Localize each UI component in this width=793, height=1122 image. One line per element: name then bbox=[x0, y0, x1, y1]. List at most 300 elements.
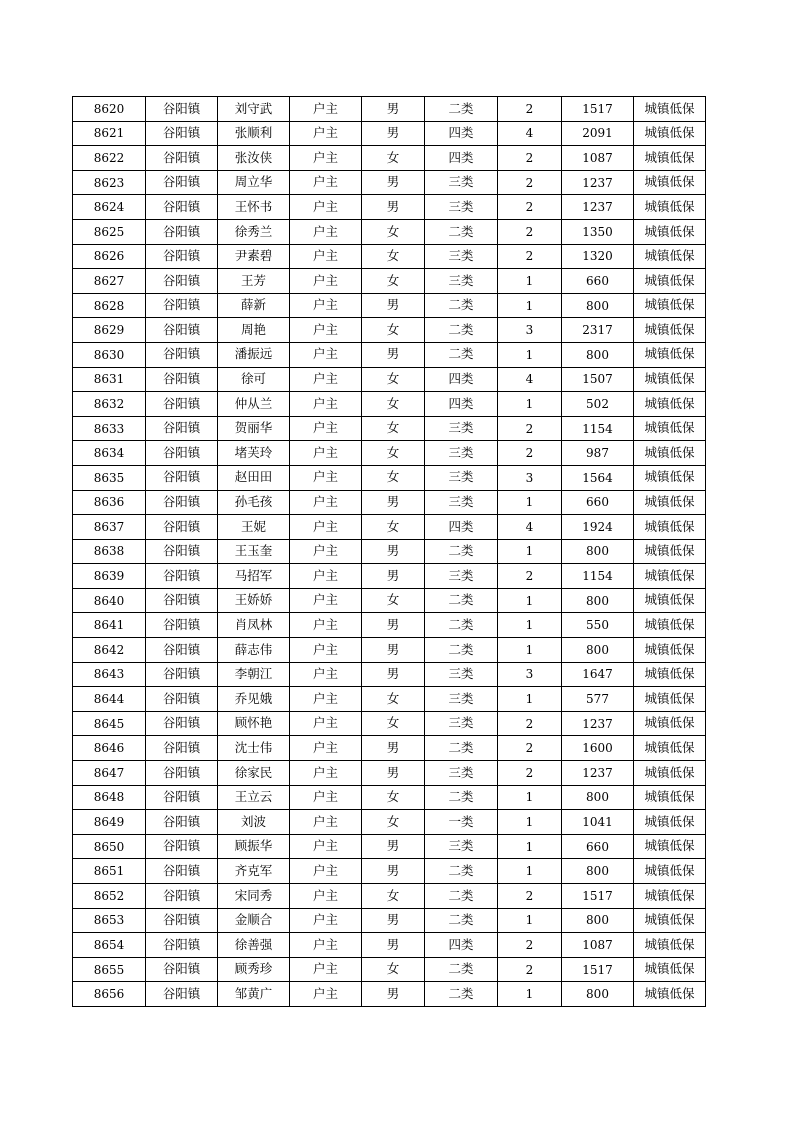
category-cell: 四类 bbox=[425, 515, 498, 540]
town-cell: 谷阳镇 bbox=[146, 219, 218, 244]
assistance-type-cell: 城镇低保 bbox=[634, 97, 706, 122]
amount-cell: 2091 bbox=[562, 121, 634, 146]
amount-cell: 1564 bbox=[562, 465, 634, 490]
gender-cell: 男 bbox=[362, 638, 425, 663]
table-row bbox=[73, 810, 706, 835]
gender-cell: 女 bbox=[362, 416, 425, 441]
serial-no-cell: 8625 bbox=[73, 219, 146, 244]
amount-cell: 1924 bbox=[562, 515, 634, 540]
amount-cell: 1237 bbox=[562, 170, 634, 195]
table-row bbox=[73, 441, 706, 466]
amount-cell: 502 bbox=[562, 392, 634, 417]
household-size-cell: 2 bbox=[498, 564, 562, 589]
category-cell: 二类 bbox=[425, 588, 498, 613]
gender-cell: 男 bbox=[362, 170, 425, 195]
town-cell: 谷阳镇 bbox=[146, 982, 218, 1007]
household-size-cell: 1 bbox=[498, 269, 562, 294]
serial-no-cell: 8636 bbox=[73, 490, 146, 515]
assistance-type-cell: 城镇低保 bbox=[634, 933, 706, 958]
relation-cell: 户主 bbox=[290, 392, 362, 417]
household-size-cell: 1 bbox=[498, 613, 562, 638]
town-cell: 谷阳镇 bbox=[146, 195, 218, 220]
gender-cell: 女 bbox=[362, 465, 425, 490]
category-cell: 二类 bbox=[425, 342, 498, 367]
name-cell: 王芳 bbox=[218, 269, 290, 294]
relation-cell: 户主 bbox=[290, 121, 362, 146]
category-cell: 二类 bbox=[425, 957, 498, 982]
household-size-cell: 2 bbox=[498, 933, 562, 958]
name-cell: 徐可 bbox=[218, 367, 290, 392]
name-cell: 尹素碧 bbox=[218, 244, 290, 269]
amount-cell: 660 bbox=[562, 269, 634, 294]
relation-cell: 户主 bbox=[290, 269, 362, 294]
relation-cell: 户主 bbox=[290, 810, 362, 835]
serial-no-cell: 8637 bbox=[73, 515, 146, 540]
serial-no-cell: 8638 bbox=[73, 539, 146, 564]
gender-cell: 女 bbox=[362, 244, 425, 269]
serial-no-cell: 8644 bbox=[73, 687, 146, 712]
town-cell: 谷阳镇 bbox=[146, 859, 218, 884]
amount-cell: 1320 bbox=[562, 244, 634, 269]
amount-cell: 1517 bbox=[562, 884, 634, 909]
name-cell: 潘振远 bbox=[218, 342, 290, 367]
name-cell: 王怀书 bbox=[218, 195, 290, 220]
relation-cell: 户主 bbox=[290, 490, 362, 515]
relation-cell: 户主 bbox=[290, 711, 362, 736]
household-size-cell: 4 bbox=[498, 121, 562, 146]
town-cell: 谷阳镇 bbox=[146, 146, 218, 171]
amount-cell: 800 bbox=[562, 785, 634, 810]
household-size-cell: 1 bbox=[498, 293, 562, 318]
household-size-cell: 3 bbox=[498, 662, 562, 687]
household-size-cell: 2 bbox=[498, 244, 562, 269]
relation-cell: 户主 bbox=[290, 859, 362, 884]
town-cell: 谷阳镇 bbox=[146, 392, 218, 417]
relation-cell: 户主 bbox=[290, 957, 362, 982]
table-row bbox=[73, 416, 706, 441]
serial-no-cell: 8649 bbox=[73, 810, 146, 835]
gender-cell: 女 bbox=[362, 884, 425, 909]
relation-cell: 户主 bbox=[290, 244, 362, 269]
amount-cell: 800 bbox=[562, 859, 634, 884]
category-cell: 二类 bbox=[425, 785, 498, 810]
household-size-cell: 2 bbox=[498, 736, 562, 761]
table-row bbox=[73, 293, 706, 318]
relation-cell: 户主 bbox=[290, 687, 362, 712]
assistance-type-cell: 城镇低保 bbox=[634, 342, 706, 367]
gender-cell: 男 bbox=[362, 908, 425, 933]
table-row bbox=[73, 957, 706, 982]
amount-cell: 1507 bbox=[562, 367, 634, 392]
assistance-type-cell: 城镇低保 bbox=[634, 687, 706, 712]
household-size-cell: 2 bbox=[498, 416, 562, 441]
town-cell: 谷阳镇 bbox=[146, 490, 218, 515]
category-cell: 四类 bbox=[425, 392, 498, 417]
relation-cell: 户主 bbox=[290, 367, 362, 392]
relation-cell: 户主 bbox=[290, 638, 362, 663]
table-body bbox=[73, 97, 706, 1007]
household-size-cell: 1 bbox=[498, 490, 562, 515]
gender-cell: 男 bbox=[362, 933, 425, 958]
serial-no-cell: 8623 bbox=[73, 170, 146, 195]
category-cell: 二类 bbox=[425, 613, 498, 638]
category-cell: 三类 bbox=[425, 269, 498, 294]
gender-cell: 男 bbox=[362, 662, 425, 687]
relation-cell: 户主 bbox=[290, 219, 362, 244]
category-cell: 一类 bbox=[425, 810, 498, 835]
town-cell: 谷阳镇 bbox=[146, 957, 218, 982]
household-size-cell: 1 bbox=[498, 834, 562, 859]
table-row bbox=[73, 269, 706, 294]
serial-no-cell: 8654 bbox=[73, 933, 146, 958]
name-cell: 王妮 bbox=[218, 515, 290, 540]
town-cell: 谷阳镇 bbox=[146, 638, 218, 663]
serial-no-cell: 8628 bbox=[73, 293, 146, 318]
category-cell: 二类 bbox=[425, 884, 498, 909]
relation-cell: 户主 bbox=[290, 982, 362, 1007]
category-cell: 三类 bbox=[425, 195, 498, 220]
table-row bbox=[73, 121, 706, 146]
name-cell: 张顺利 bbox=[218, 121, 290, 146]
household-size-cell: 1 bbox=[498, 588, 562, 613]
town-cell: 谷阳镇 bbox=[146, 933, 218, 958]
relation-cell: 户主 bbox=[290, 293, 362, 318]
relation-cell: 户主 bbox=[290, 588, 362, 613]
table-row bbox=[73, 982, 706, 1007]
relation-cell: 户主 bbox=[290, 170, 362, 195]
category-cell: 四类 bbox=[425, 933, 498, 958]
category-cell: 三类 bbox=[425, 761, 498, 786]
assistance-type-cell: 城镇低保 bbox=[634, 711, 706, 736]
name-cell: 乔见娥 bbox=[218, 687, 290, 712]
gender-cell: 男 bbox=[362, 121, 425, 146]
town-cell: 谷阳镇 bbox=[146, 416, 218, 441]
category-cell: 二类 bbox=[425, 859, 498, 884]
gender-cell: 男 bbox=[362, 564, 425, 589]
household-size-cell: 1 bbox=[498, 810, 562, 835]
table-row bbox=[73, 711, 706, 736]
serial-no-cell: 8642 bbox=[73, 638, 146, 663]
table-row bbox=[73, 465, 706, 490]
category-cell: 二类 bbox=[425, 982, 498, 1007]
category-cell: 三类 bbox=[425, 564, 498, 589]
category-cell: 三类 bbox=[425, 490, 498, 515]
table-row bbox=[73, 170, 706, 195]
relation-cell: 户主 bbox=[290, 441, 362, 466]
household-size-cell: 4 bbox=[498, 367, 562, 392]
assistance-type-cell: 城镇低保 bbox=[634, 539, 706, 564]
table-row bbox=[73, 539, 706, 564]
serial-no-cell: 8648 bbox=[73, 785, 146, 810]
serial-no-cell: 8621 bbox=[73, 121, 146, 146]
assistance-type-cell: 城镇低保 bbox=[634, 318, 706, 343]
serial-no-cell: 8652 bbox=[73, 884, 146, 909]
serial-no-cell: 8620 bbox=[73, 97, 146, 122]
town-cell: 谷阳镇 bbox=[146, 293, 218, 318]
town-cell: 谷阳镇 bbox=[146, 170, 218, 195]
gender-cell: 女 bbox=[362, 219, 425, 244]
name-cell: 徐家民 bbox=[218, 761, 290, 786]
table-row bbox=[73, 146, 706, 171]
name-cell: 张汝侠 bbox=[218, 146, 290, 171]
serial-no-cell: 8629 bbox=[73, 318, 146, 343]
assistance-type-cell: 城镇低保 bbox=[634, 638, 706, 663]
name-cell: 徐善强 bbox=[218, 933, 290, 958]
relation-cell: 户主 bbox=[290, 761, 362, 786]
household-size-cell: 2 bbox=[498, 884, 562, 909]
assistance-type-cell: 城镇低保 bbox=[634, 736, 706, 761]
serial-no-cell: 8651 bbox=[73, 859, 146, 884]
category-cell: 四类 bbox=[425, 367, 498, 392]
town-cell: 谷阳镇 bbox=[146, 736, 218, 761]
relation-cell: 户主 bbox=[290, 318, 362, 343]
town-cell: 谷阳镇 bbox=[146, 465, 218, 490]
category-cell: 二类 bbox=[425, 318, 498, 343]
amount-cell: 1041 bbox=[562, 810, 634, 835]
assistance-type-cell: 城镇低保 bbox=[634, 367, 706, 392]
category-cell: 二类 bbox=[425, 638, 498, 663]
amount-cell: 800 bbox=[562, 982, 634, 1007]
name-cell: 贺丽华 bbox=[218, 416, 290, 441]
table-row bbox=[73, 219, 706, 244]
assistance-type-cell: 城镇低保 bbox=[634, 588, 706, 613]
assistance-type-cell: 城镇低保 bbox=[634, 195, 706, 220]
data-table bbox=[72, 96, 706, 1007]
town-cell: 谷阳镇 bbox=[146, 810, 218, 835]
serial-no-cell: 8646 bbox=[73, 736, 146, 761]
amount-cell: 1237 bbox=[562, 195, 634, 220]
assistance-type-cell: 城镇低保 bbox=[634, 269, 706, 294]
serial-no-cell: 8626 bbox=[73, 244, 146, 269]
household-size-cell: 2 bbox=[498, 761, 562, 786]
amount-cell: 800 bbox=[562, 638, 634, 663]
name-cell: 堵芙玲 bbox=[218, 441, 290, 466]
name-cell: 顾秀珍 bbox=[218, 957, 290, 982]
category-cell: 三类 bbox=[425, 416, 498, 441]
category-cell: 二类 bbox=[425, 293, 498, 318]
amount-cell: 1647 bbox=[562, 662, 634, 687]
gender-cell: 男 bbox=[362, 293, 425, 318]
amount-cell: 1517 bbox=[562, 957, 634, 982]
name-cell: 宋同秀 bbox=[218, 884, 290, 909]
town-cell: 谷阳镇 bbox=[146, 121, 218, 146]
household-size-cell: 1 bbox=[498, 342, 562, 367]
gender-cell: 女 bbox=[362, 269, 425, 294]
assistance-type-cell: 城镇低保 bbox=[634, 662, 706, 687]
relation-cell: 户主 bbox=[290, 342, 362, 367]
amount-cell: 1087 bbox=[562, 146, 634, 171]
assistance-type-cell: 城镇低保 bbox=[634, 810, 706, 835]
gender-cell: 男 bbox=[362, 342, 425, 367]
name-cell: 刘波 bbox=[218, 810, 290, 835]
assistance-type-cell: 城镇低保 bbox=[634, 859, 706, 884]
name-cell: 赵田田 bbox=[218, 465, 290, 490]
amount-cell: 2317 bbox=[562, 318, 634, 343]
gender-cell: 女 bbox=[362, 441, 425, 466]
gender-cell: 女 bbox=[362, 785, 425, 810]
household-size-cell: 2 bbox=[498, 441, 562, 466]
relation-cell: 户主 bbox=[290, 416, 362, 441]
town-cell: 谷阳镇 bbox=[146, 342, 218, 367]
name-cell: 周艳 bbox=[218, 318, 290, 343]
serial-no-cell: 8632 bbox=[73, 392, 146, 417]
town-cell: 谷阳镇 bbox=[146, 539, 218, 564]
assistance-type-cell: 城镇低保 bbox=[634, 957, 706, 982]
assistance-type-cell: 城镇低保 bbox=[634, 515, 706, 540]
serial-no-cell: 8645 bbox=[73, 711, 146, 736]
category-cell: 三类 bbox=[425, 711, 498, 736]
relation-cell: 户主 bbox=[290, 933, 362, 958]
household-size-cell: 1 bbox=[498, 539, 562, 564]
table-row bbox=[73, 785, 706, 810]
town-cell: 谷阳镇 bbox=[146, 97, 218, 122]
table-row bbox=[73, 736, 706, 761]
household-size-cell: 1 bbox=[498, 908, 562, 933]
table-row bbox=[73, 392, 706, 417]
table-row bbox=[73, 687, 706, 712]
assistance-type-cell: 城镇低保 bbox=[634, 441, 706, 466]
name-cell: 邹黄广 bbox=[218, 982, 290, 1007]
gender-cell: 男 bbox=[362, 834, 425, 859]
household-size-cell: 2 bbox=[498, 170, 562, 195]
household-size-cell: 1 bbox=[498, 859, 562, 884]
household-size-cell: 3 bbox=[498, 318, 562, 343]
town-cell: 谷阳镇 bbox=[146, 785, 218, 810]
category-cell: 三类 bbox=[425, 687, 498, 712]
serial-no-cell: 8635 bbox=[73, 465, 146, 490]
table-row bbox=[73, 318, 706, 343]
gender-cell: 女 bbox=[362, 588, 425, 613]
gender-cell: 男 bbox=[362, 195, 425, 220]
table-row bbox=[73, 195, 706, 220]
amount-cell: 1350 bbox=[562, 219, 634, 244]
category-cell: 三类 bbox=[425, 244, 498, 269]
serial-no-cell: 8647 bbox=[73, 761, 146, 786]
relation-cell: 户主 bbox=[290, 785, 362, 810]
town-cell: 谷阳镇 bbox=[146, 687, 218, 712]
table-row bbox=[73, 367, 706, 392]
serial-no-cell: 8631 bbox=[73, 367, 146, 392]
table-row bbox=[73, 97, 706, 122]
amount-cell: 660 bbox=[562, 834, 634, 859]
assistance-type-cell: 城镇低保 bbox=[634, 613, 706, 638]
gender-cell: 女 bbox=[362, 687, 425, 712]
gender-cell: 女 bbox=[362, 515, 425, 540]
name-cell: 马招军 bbox=[218, 564, 290, 589]
household-size-cell: 1 bbox=[498, 687, 562, 712]
serial-no-cell: 8640 bbox=[73, 588, 146, 613]
relation-cell: 户主 bbox=[290, 884, 362, 909]
name-cell: 孙毛孩 bbox=[218, 490, 290, 515]
gender-cell: 男 bbox=[362, 539, 425, 564]
gender-cell: 男 bbox=[362, 613, 425, 638]
table-row bbox=[73, 244, 706, 269]
table-row bbox=[73, 662, 706, 687]
relation-cell: 户主 bbox=[290, 834, 362, 859]
amount-cell: 1600 bbox=[562, 736, 634, 761]
town-cell: 谷阳镇 bbox=[146, 269, 218, 294]
town-cell: 谷阳镇 bbox=[146, 711, 218, 736]
name-cell: 仲从兰 bbox=[218, 392, 290, 417]
relation-cell: 户主 bbox=[290, 613, 362, 638]
relation-cell: 户主 bbox=[290, 515, 362, 540]
household-size-cell: 2 bbox=[498, 957, 562, 982]
town-cell: 谷阳镇 bbox=[146, 441, 218, 466]
relation-cell: 户主 bbox=[290, 146, 362, 171]
gender-cell: 女 bbox=[362, 957, 425, 982]
category-cell: 三类 bbox=[425, 834, 498, 859]
assistance-type-cell: 城镇低保 bbox=[634, 490, 706, 515]
household-size-cell: 1 bbox=[498, 638, 562, 663]
serial-no-cell: 8633 bbox=[73, 416, 146, 441]
assistance-type-cell: 城镇低保 bbox=[634, 293, 706, 318]
amount-cell: 1517 bbox=[562, 97, 634, 122]
assistance-type-cell: 城镇低保 bbox=[634, 834, 706, 859]
serial-no-cell: 8622 bbox=[73, 146, 146, 171]
gender-cell: 女 bbox=[362, 392, 425, 417]
relation-cell: 户主 bbox=[290, 736, 362, 761]
amount-cell: 1154 bbox=[562, 416, 634, 441]
assistance-type-cell: 城镇低保 bbox=[634, 244, 706, 269]
household-size-cell: 2 bbox=[498, 195, 562, 220]
assistance-type-cell: 城镇低保 bbox=[634, 416, 706, 441]
town-cell: 谷阳镇 bbox=[146, 244, 218, 269]
serial-no-cell: 8627 bbox=[73, 269, 146, 294]
table-row bbox=[73, 933, 706, 958]
amount-cell: 660 bbox=[562, 490, 634, 515]
gender-cell: 男 bbox=[362, 761, 425, 786]
category-cell: 四类 bbox=[425, 121, 498, 146]
amount-cell: 800 bbox=[562, 588, 634, 613]
table-row bbox=[73, 613, 706, 638]
name-cell: 王娇娇 bbox=[218, 588, 290, 613]
household-size-cell: 1 bbox=[498, 982, 562, 1007]
category-cell: 三类 bbox=[425, 662, 498, 687]
serial-no-cell: 8624 bbox=[73, 195, 146, 220]
amount-cell: 987 bbox=[562, 441, 634, 466]
name-cell: 李朝江 bbox=[218, 662, 290, 687]
town-cell: 谷阳镇 bbox=[146, 884, 218, 909]
town-cell: 谷阳镇 bbox=[146, 515, 218, 540]
amount-cell: 577 bbox=[562, 687, 634, 712]
category-cell: 二类 bbox=[425, 539, 498, 564]
household-size-cell: 4 bbox=[498, 515, 562, 540]
table-row bbox=[73, 834, 706, 859]
assistance-type-cell: 城镇低保 bbox=[634, 564, 706, 589]
table-row bbox=[73, 638, 706, 663]
relation-cell: 户主 bbox=[290, 662, 362, 687]
assistance-type-cell: 城镇低保 bbox=[634, 908, 706, 933]
table-row bbox=[73, 588, 706, 613]
table-row bbox=[73, 884, 706, 909]
table-row bbox=[73, 761, 706, 786]
serial-no-cell: 8634 bbox=[73, 441, 146, 466]
name-cell: 金顺合 bbox=[218, 908, 290, 933]
name-cell: 徐秀兰 bbox=[218, 219, 290, 244]
name-cell: 周立华 bbox=[218, 170, 290, 195]
assistance-type-cell: 城镇低保 bbox=[634, 121, 706, 146]
name-cell: 刘守武 bbox=[218, 97, 290, 122]
serial-no-cell: 8653 bbox=[73, 908, 146, 933]
name-cell: 顾怀艳 bbox=[218, 711, 290, 736]
table-row bbox=[73, 908, 706, 933]
category-cell: 三类 bbox=[425, 465, 498, 490]
serial-no-cell: 8655 bbox=[73, 957, 146, 982]
amount-cell: 1154 bbox=[562, 564, 634, 589]
table-row bbox=[73, 859, 706, 884]
relation-cell: 户主 bbox=[290, 97, 362, 122]
amount-cell: 1237 bbox=[562, 711, 634, 736]
